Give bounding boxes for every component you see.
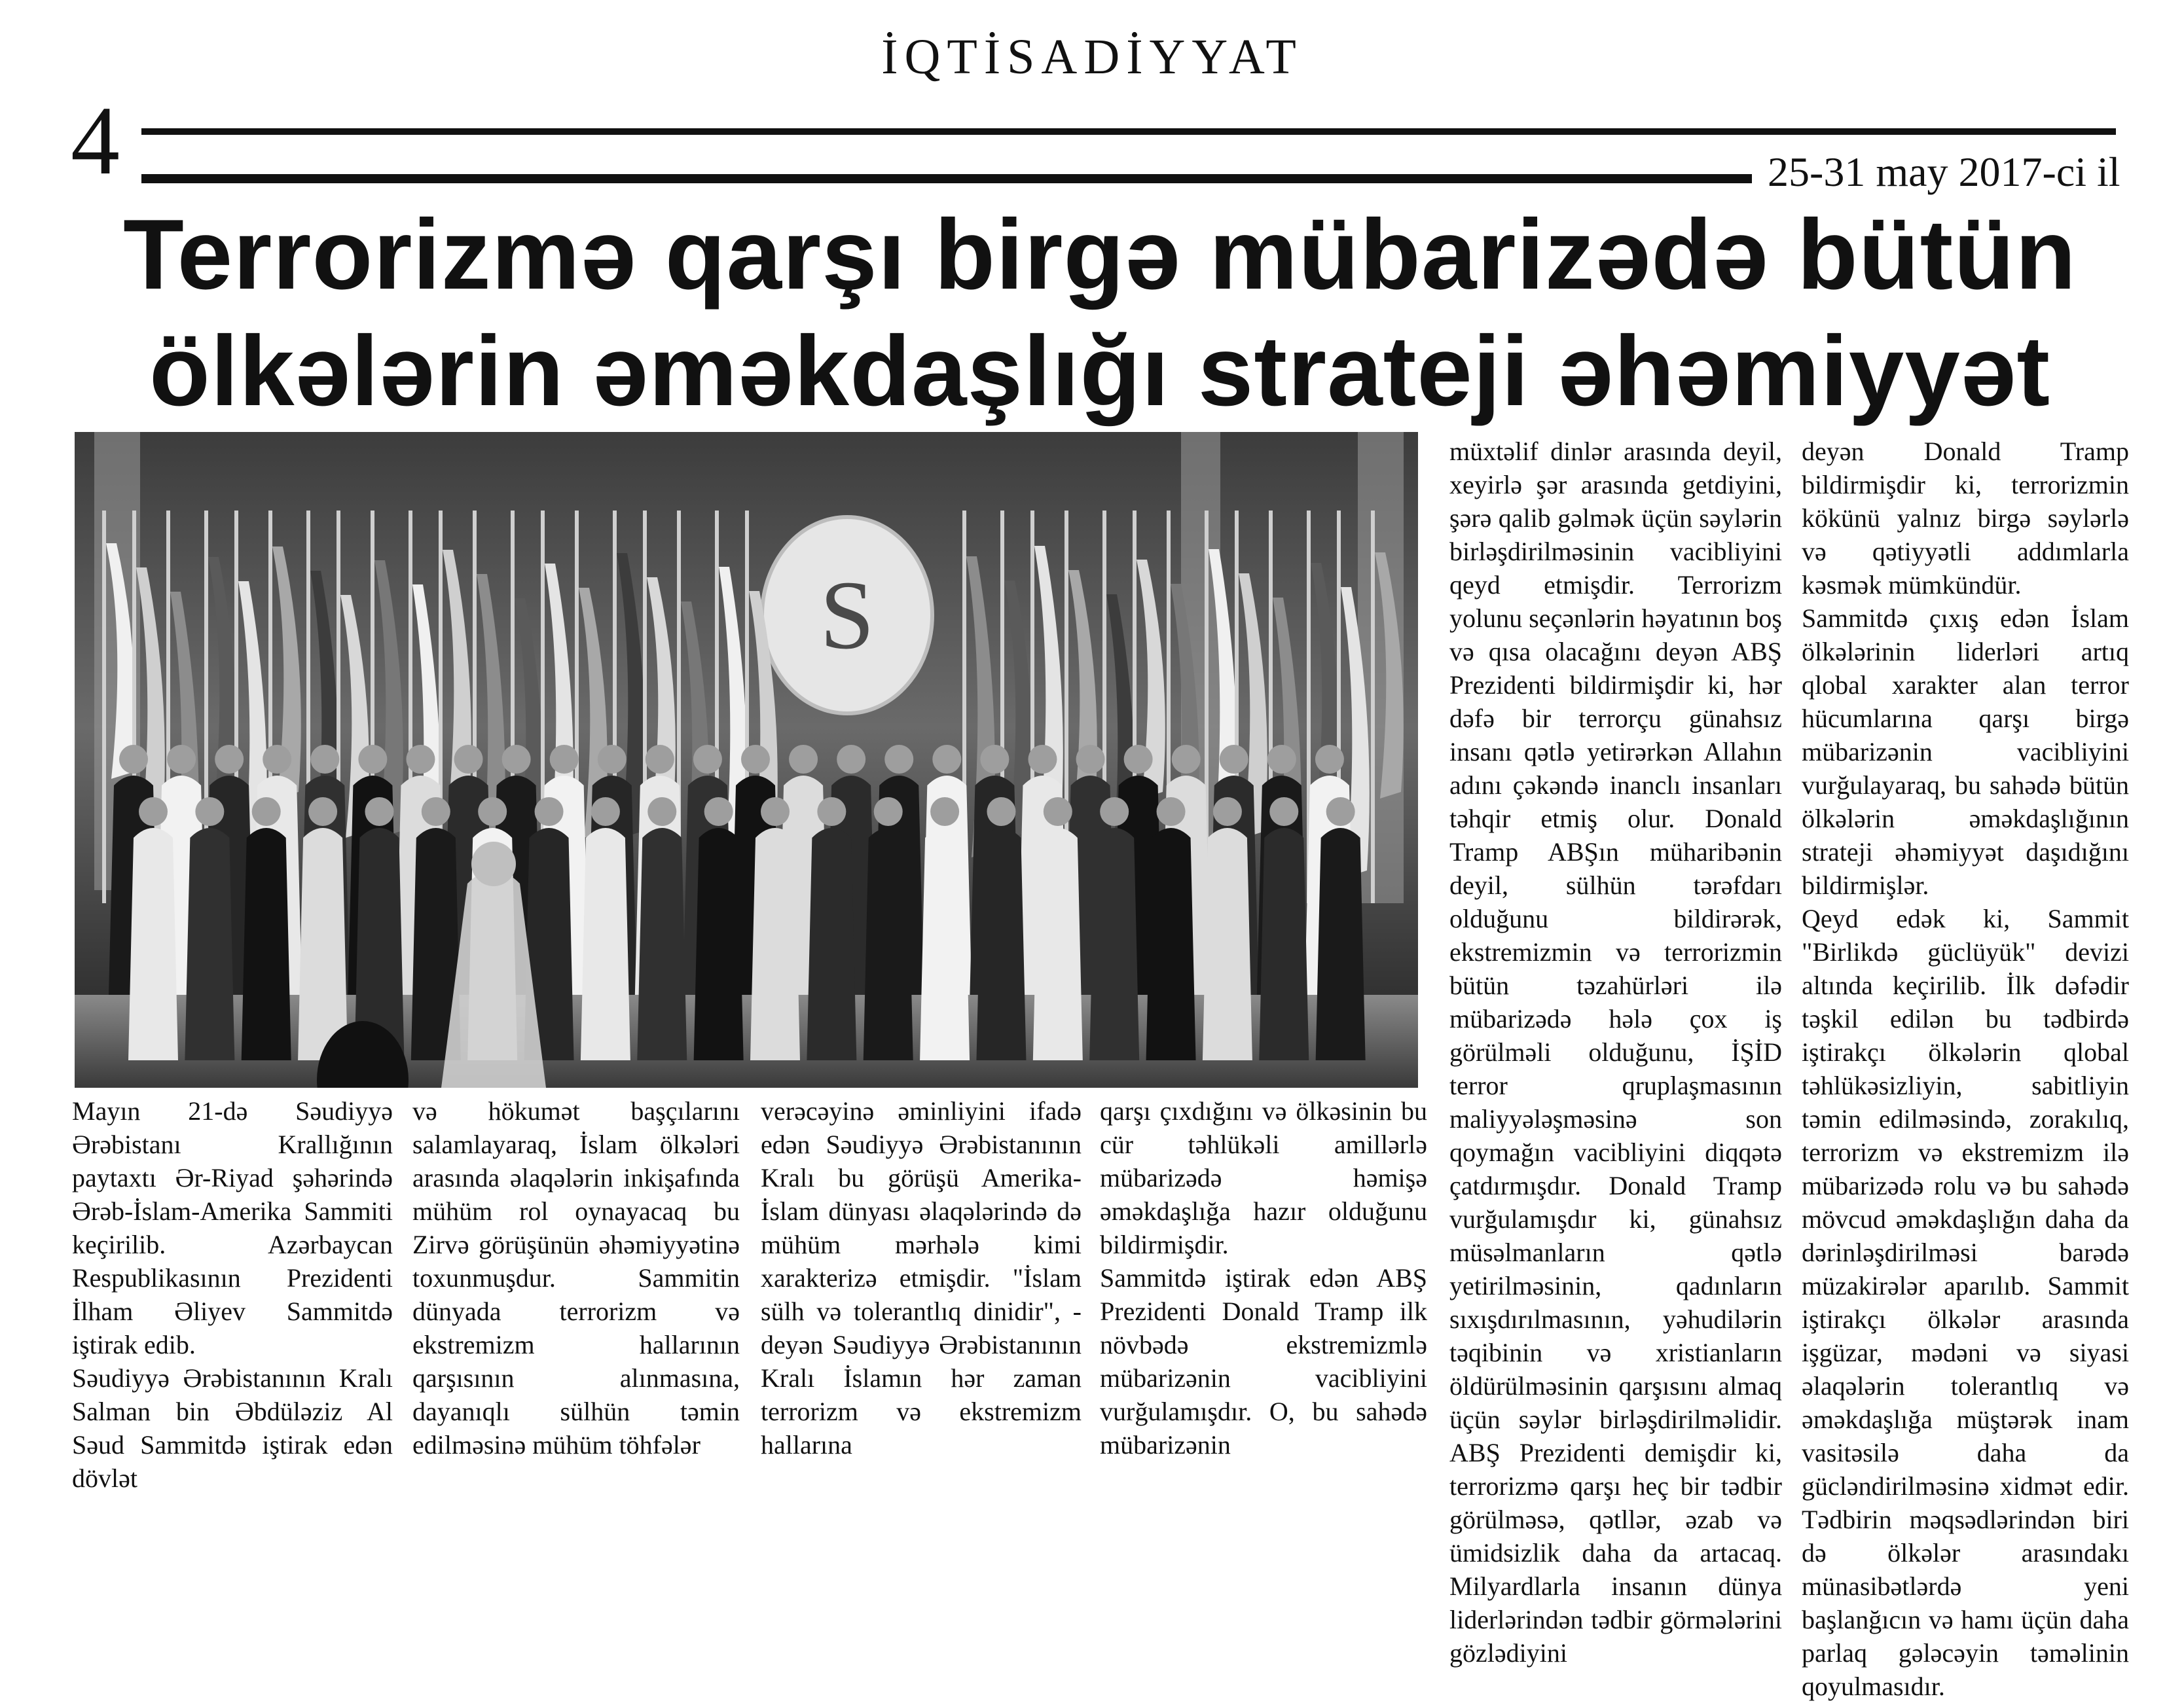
person-figure	[1089, 797, 1139, 1060]
article-column-2	[412, 1094, 740, 1461]
person-figure	[976, 797, 1026, 1060]
person-figure	[298, 797, 348, 1060]
paragraph: verəcəyinə əminliyini ifadə edən Səudiyyə Ərəbistanının Kralı bu görüşü Amerika-İslam dünyası əlaqələrində də mühüm mərhələ kimi xarakterizə etmişdir. "İslam sülh və tolerantlıq dinidir", - deyən Səudiyyə Ərəbistanının Kralı İslamın hər zaman terrorizm və ekstremizm hallarına	[761, 1096, 1082, 1460]
article-column-6	[1802, 435, 2129, 1703]
person-figure	[1033, 797, 1083, 1060]
paragraph: Sammitdə iştirak edən ABŞ Prezidenti Donald Tramp ilk növbədə ekstremizmlə mübarizənin vacibliyini vurğulamışdır. O, bu sahədə mübarizənin	[1100, 1263, 1427, 1460]
paragraph: Qeyd edək ki, Sammit "Birlikdə güclüyük" devizi altında keçirilib. İlk dəfədir təşkil edilən bu tədbirdə iştirakçı ölkələrin qlobal təhlükəsizliyin, sabitliyin təmin edilməsində, zorakılıq, terrorizm və ekstremizm ilə mübarizədə rolu və bu sahədə mövcud əməkdaşlığın daha da dərinləşdirilməsi barədə müzakirələr aparılıb. Sammit iştirakçı ölkələr arasında işgüzar, mədəni və siyasi əlaqələrin tolerantlıq və əməkdaşlığa müştərək inam vasitəsilə daha da gücləndirilməsinə xidmət edir. Tədbirin məqsədlərindən biri də ölkələr arasındakı münasibətlərdə yeni başlanğıcın və hamı üçün daha parlaq gələcəyin təməlinin qoyulmasıdır.	[1802, 904, 2129, 1701]
person-figure	[807, 797, 856, 1060]
paragraph: Sammitdə çıxış edən İslam ölkələrinin liderləri artıq qlobal xarakter alan terror hücumlarına qarşı birgə mübarizənin vacibliyini vurğulayaraq, bu sahədə bütün ölkələrin əməkdaşlığının strateji əhəmiyyət daşıdığını bildirmişlər.	[1802, 603, 2129, 900]
header-rule-top	[141, 128, 2116, 135]
section-title: İQTİSADİYYAT	[881, 29, 1303, 84]
person-figure	[694, 797, 744, 1060]
person-figure	[581, 797, 630, 1060]
article-column-5	[1449, 435, 1782, 1670]
paragraph: deyən Donald Tramp bildirmişdir ki, terrorizmin kökünü yalnız birgə səylərlə və qətiyyətli addımlarla kəsmək mümkündür.	[1802, 437, 2129, 600]
article-column-1	[72, 1094, 393, 1495]
person-figure	[920, 797, 970, 1060]
person-figure	[637, 797, 687, 1060]
person-figure	[1203, 797, 1252, 1060]
headline-line-2: ölkələrin əməkdaşlığı strateji əhəmiyyət	[149, 315, 2051, 427]
person-figure	[864, 797, 913, 1060]
person-figure	[1146, 797, 1196, 1060]
svg-text:S: S	[820, 561, 875, 670]
person-figure	[1316, 797, 1366, 1060]
issue-date: 25-31 may 2017-ci il	[1768, 149, 2120, 195]
paragraph: qarşı çıxdığını və ölkəsinin bu cür təhlükəli amillərlə mübarizədə həmişə əməkdaşlığa hazır olduğunu bildirmişdir.	[1100, 1096, 1427, 1259]
flag-pole	[102, 511, 106, 903]
summit-emblem	[762, 517, 932, 713]
headline-line-1: Terrorizmə qarşı birgə mübarizədə bütün	[123, 199, 2077, 310]
person-figure	[185, 797, 234, 1060]
person-figure	[354, 797, 404, 1060]
paragraph: müxtəlif dinlər arasında deyil, xeyirlə şər arasında getdiyini, şərə qalib gəlmək üçün səylərin birləşdirilməsinin vacibliyini qeyd etmişdir. Terrorizm yolunu seçənlərin həyatının boş və qısa olacağını deyən ABŞ Prezidenti bildirmişdir ki, hər dəfə bir terrorçu günahsız insanı qətlə yetirərkən Allahın adını çəkəndə inanclı insanları təhqir etmiş olur. Donald Tramp ABŞın müharibənin deyil, sülhün tərəfdarı olduğunu bildirərək, ekstremizmin və terrorizmin bütün təzahürləri ilə mübarizədə hələ çox iş görülməli olduğunu, İŞİD terror qruplaşmasının maliyyələşməsinə son qoymağın vacibliyini diqqətə çatdırmışdır. Donald Tramp vurğulamışdır ki, günahsız müsəlmanların qətlə yetirilməsinin, qadınların sıxışdırılmasının, yəhudilərin təqibinin və xristianların öldürülməsinin qarşısını almaq üçün səylər birləşdirilməlidir. ABŞ Prezidenti demişdir ki, terrorizmə qarşı heç bir tədbir görülməsə, qətllər, əzab və ümidsizlik daha da artacaq. Milyardlarla insanın dünya liderlərindən tədbir görmələrini gözlədiyini	[1449, 437, 1782, 1668]
paragraph: Mayın 21-də Səudiyyə Ərəbistanı Krallığının paytaxtı Ər-Riyad şəhərində Ərəb-İslam-Amerika Sammiti keçirilib. Azərbaycan Respublikasının Prezidenti İlham Əliyev Sammitdə iştirak edib.	[72, 1096, 393, 1359]
header-rule-bottom	[141, 174, 1752, 183]
paragraph: Səudiyyə Ərəbistanının Kralı Salman bin Əbdüləziz Al Səud Sammitdə iştirak edən dövlət	[72, 1363, 393, 1493]
person-figure	[750, 797, 800, 1060]
person-figure	[242, 797, 291, 1060]
paragraph: və hökumət başçılarını salamlayaraq, İslam ölkələri arasında əlaqələrin inkişafında mühüm rol oynayacaq bu Zirvə görüşünün əhəmiyyətinə toxunmuşdur. Sammitin dünyada terrorizm və ekstremizm hallarının qarşısının alınmasına, dayanıqlı sülhün təmin edilməsinə mühüm töhfələr	[412, 1096, 740, 1460]
person-figure	[128, 797, 178, 1060]
article-column-4	[1100, 1094, 1427, 1461]
person-figure	[1259, 797, 1309, 1060]
summit-group-photo	[75, 432, 1418, 1088]
article-column-3	[761, 1094, 1082, 1461]
page-number: 4	[71, 86, 120, 195]
flag-pole	[1371, 511, 1375, 903]
